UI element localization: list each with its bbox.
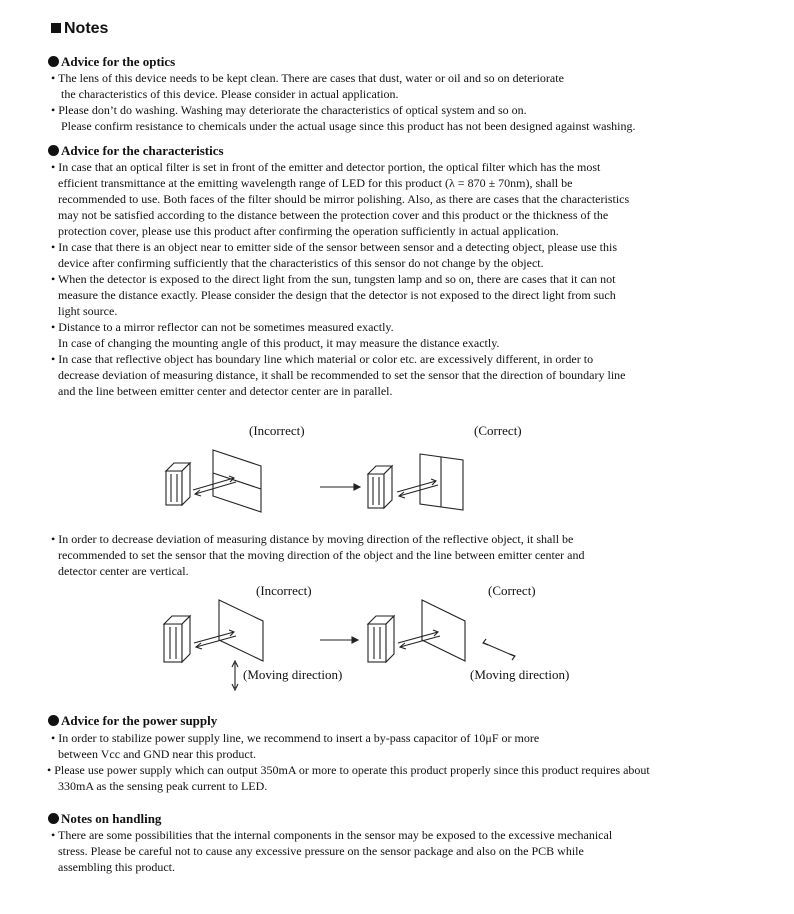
text-line: measure the distance exactly. Please consider the design that the detector is not exposed to the direct light from such — [58, 288, 616, 302]
reflector-plate-icon — [422, 600, 465, 661]
text-line: Please confirm resistance to chemicals under the actual usage since this product has not been designed against washing. — [61, 119, 636, 133]
figure1-correct-caption: (Correct) — [474, 423, 522, 438]
text-line: • In case that an optical filter is set in front of the emitter and detector portion, the optical filter which has the most — [51, 160, 601, 174]
text-line: recommended to set the sensor that the moving direction of the object and the line between emitter center and — [58, 548, 585, 562]
text-line: In case of changing the mounting angle of this product, it may measure the distance exactly. — [58, 336, 500, 350]
text-line: may not be satisfied according to the distance between the protection cover and this product or the thickness of the — [58, 208, 609, 222]
figure2-incorrect-caption: (Incorrect) — [256, 583, 312, 598]
round-bullet-icon — [48, 715, 59, 726]
section-heading-optics: Advice for the optics — [48, 54, 175, 70]
square-bullet-icon — [51, 23, 61, 33]
section-heading-characteristics: Advice for the characteristics — [48, 143, 224, 159]
text-line: the characteristics of this device. Please consider in actual application. — [61, 87, 399, 101]
text-line: assembling this product. — [58, 860, 175, 874]
text-line: • When the detector is exposed to the direct light from the sun, tungsten lamp and so on, there are cases that it can not — [51, 272, 616, 286]
text-line: recommended to use. Both faces of the filter should be mirror polishing. Also, as there are cases that the characteristics — [58, 192, 630, 206]
round-bullet-icon — [48, 813, 59, 824]
text-line: and the line between emitter center and detector center are in parallel. — [58, 384, 393, 398]
figure2-correct-caption: (Correct) — [488, 583, 536, 598]
round-bullet-icon — [48, 145, 59, 156]
text-line: • In case that there is an object near to emitter side of the sensor between sensor and a detecting object, please use this — [51, 240, 617, 254]
round-bullet-icon — [48, 56, 59, 67]
section-heading-handling: Notes on handling — [48, 811, 161, 827]
diagonal-moving-direction-arrow-icon — [483, 639, 515, 660]
sensor-icon — [166, 463, 190, 505]
section-heading-power-supply: Advice for the power supply — [48, 713, 217, 729]
reflector-plate-icon — [420, 454, 463, 510]
text-line: • In order to stabilize power supply line, we recommend to insert a by-pass capacitor of 10μF or more — [51, 731, 540, 745]
moving-direction-caption-left: (Moving direction) — [243, 667, 343, 682]
transition-arrow-icon — [320, 484, 360, 490]
reflector-plate-icon — [219, 600, 263, 661]
reflector-plate-icon — [213, 450, 261, 512]
text-line: • Please use power supply which can output 350mA or more to operate this product properly since this product requires about — [47, 763, 650, 777]
text-line: protection cover, please use this product after confirming the operation sufficiently in actual application. — [58, 224, 559, 238]
text-line: • Please don’t do washing. Washing may deteriorate the characteristics of optical system and so on. — [51, 103, 527, 117]
sensor-icon — [368, 466, 392, 508]
text-line: 330mA as the sensing peak current to LED. — [58, 779, 268, 793]
text-line: device after confirming sufficiently that the characteristics of this sensor do not change by the object. — [58, 256, 544, 270]
sensor-icon — [164, 616, 190, 662]
text-line: efficient transmittance at the emitting wavelength range of LED for this product (λ = 870 ± 70nm), shall be — [58, 176, 573, 190]
text-line: detector center are vertical. — [58, 564, 189, 578]
moving-direction-caption-right: (Moving direction) — [470, 667, 570, 682]
text-line: decrease deviation of measuring distance, it shall be recommended to set the sensor that the direction of boundary line — [58, 368, 626, 382]
vertical-moving-direction-arrow-icon — [232, 661, 238, 690]
text-line: • There are some possibilities that the internal components in the sensor may be exposed to the excessive mechanical — [51, 828, 613, 842]
text-line: • In order to decrease deviation of measuring distance by moving direction of the reflective object, it shall be — [51, 532, 574, 546]
text-line: • The lens of this device needs to be kept clean. There are cases that dust, water or oil and so on deteriorate — [51, 71, 564, 85]
text-line: light source. — [58, 304, 118, 318]
text-line: stress. Please be careful not to cause any excessive pressure on the sensor package and also on the PCB while — [58, 844, 584, 858]
text-line: between Vcc and GND near this product. — [58, 747, 257, 761]
transition-arrow-icon — [320, 637, 358, 643]
figure1-incorrect-caption: (Incorrect) — [249, 423, 305, 438]
text-line: • Distance to a mirror reflector can not be sometimes measured exactly. — [51, 320, 394, 334]
text-line: • In case that reflective object has boundary line which material or color etc. are excessively different, in order to — [51, 352, 594, 366]
sensor-icon — [368, 616, 394, 662]
page-title: Notes — [51, 20, 108, 38]
